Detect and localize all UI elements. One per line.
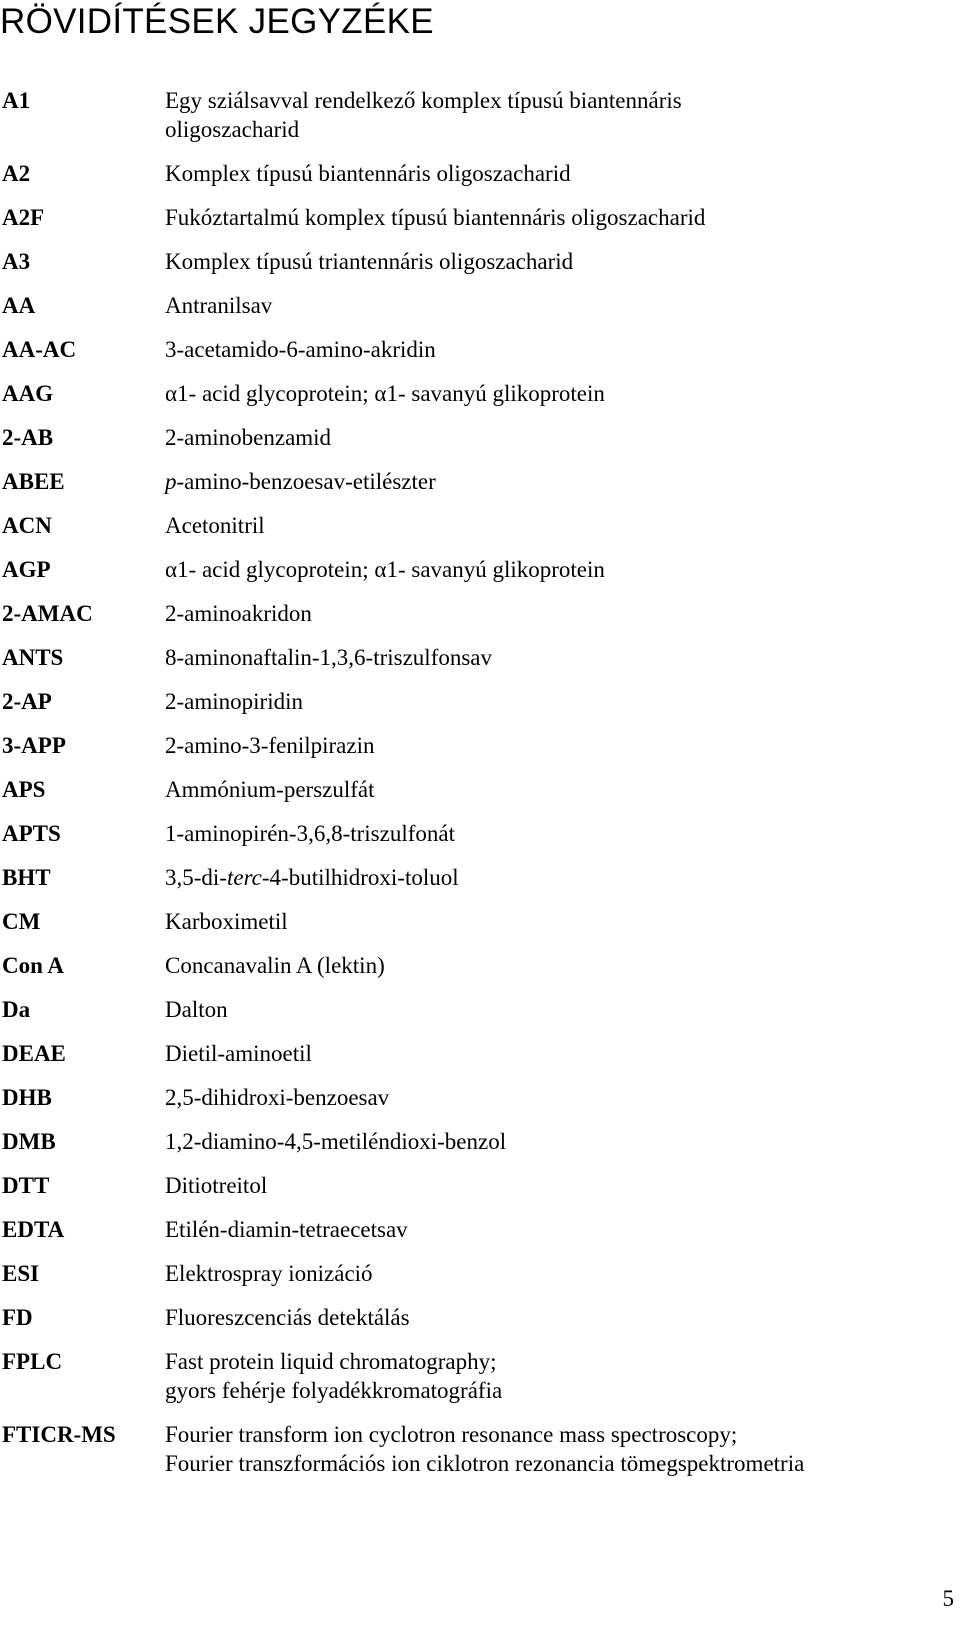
abbreviation-definition	[165, 1039, 955, 1068]
abbreviation-term: FPLC	[2, 1349, 63, 1374]
definition-text: oligoszacharid	[165, 117, 300, 142]
definition-text: Dietil-aminoetil	[165, 1041, 312, 1066]
abbreviation-definition	[165, 775, 955, 804]
definition-text: Fast protein liquid chromatography;	[165, 1349, 497, 1374]
page-title: RÖVIDÍTÉSEK JEGYZÉKE	[0, 2, 434, 41]
definition-text: Dalton	[165, 997, 228, 1022]
definition-line	[165, 423, 955, 452]
definition-text: Elektrospray ionizáció	[165, 1261, 373, 1286]
definition-line	[165, 335, 955, 364]
abbreviation-term: A1	[2, 88, 31, 113]
definition-line	[165, 995, 955, 1024]
abbreviation-definition	[165, 687, 955, 716]
abbreviation-term: A2F	[2, 205, 45, 230]
definition-line	[165, 1259, 955, 1288]
abbreviation-definition	[165, 291, 955, 320]
definition-line	[165, 599, 955, 628]
definition-italic-text: terc	[226, 865, 262, 890]
definition-line	[165, 1303, 955, 1332]
definition-text: Karboximetil	[165, 909, 288, 934]
abbreviation-term: DTT	[2, 1173, 50, 1198]
definition-text: 3-acetamido-6-amino-akridin	[165, 337, 436, 362]
abbreviation-definition	[165, 1420, 955, 1478]
definition-line	[165, 819, 955, 848]
definition-line	[165, 643, 955, 672]
abbreviation-term: AA	[2, 293, 36, 318]
abbreviation-definition	[165, 1127, 955, 1156]
definition-line	[165, 731, 955, 760]
definition-text: Fukóztartalmú komplex típusú biantennáris oligoszacharid	[165, 205, 706, 230]
abbreviation-definition	[165, 643, 955, 672]
definition-text: α1- acid glycoprotein; α1- savanyú glikoprotein	[165, 557, 605, 582]
abbreviation-definition	[165, 1303, 955, 1332]
definition-text: Komplex típusú triantennáris oligoszacharid	[165, 249, 574, 274]
abbreviation-definition	[165, 1171, 955, 1200]
abbreviation-definition	[165, 159, 955, 188]
abbreviation-term: ANTS	[2, 645, 64, 670]
definition-line	[165, 1039, 955, 1068]
definition-line	[165, 247, 955, 276]
definition-line	[165, 159, 955, 188]
definition-line	[165, 1127, 955, 1156]
definition-text: Fourier transform ion cyclotron resonance mass spectroscopy;	[165, 1422, 738, 1447]
definition-line	[165, 775, 955, 804]
abbreviation-term: A2	[2, 161, 31, 186]
definition-line	[165, 687, 955, 716]
abbreviation-term: 2-AMAC	[2, 601, 93, 626]
definition-line	[165, 1171, 955, 1200]
abbreviation-definition	[165, 1259, 955, 1288]
abbreviation-definition	[165, 335, 955, 364]
definition-line	[165, 203, 955, 232]
definition-line	[165, 907, 955, 936]
definition-text: Antranilsav	[165, 293, 273, 318]
definition-line	[165, 1449, 955, 1478]
abbreviation-definition	[165, 907, 955, 936]
abbreviation-definition	[165, 1083, 955, 1112]
definition-text: gyors fehérje folyadékkromatográfia	[165, 1378, 503, 1403]
abbreviation-definition	[165, 511, 955, 540]
abbreviation-term: FTICR-MS	[2, 1422, 116, 1447]
definition-text: 2-amino-3-fenilpirazin	[165, 733, 375, 758]
abbreviation-term: DEAE	[2, 1041, 66, 1066]
definition-text: Acetonitril	[165, 513, 265, 538]
abbreviation-term: 2-AP	[2, 689, 52, 714]
abbreviation-definition	[165, 467, 955, 496]
abbreviation-term: A3	[2, 249, 31, 274]
definition-line	[165, 1376, 955, 1405]
definition-line	[165, 115, 955, 144]
definition-text: Ditiotreitol	[165, 1173, 268, 1198]
abbreviation-term: Da	[2, 997, 31, 1022]
abbreviation-term: CM	[2, 909, 41, 934]
definition-line	[165, 1347, 955, 1376]
definition-text: 8-aminonaftalin-1,3,6-triszulfonsav	[165, 645, 493, 670]
abbreviation-definition	[165, 86, 955, 144]
abbreviation-term: AGP	[2, 557, 51, 582]
definition-line	[165, 951, 955, 980]
definition-text: 3,5-di-	[165, 865, 227, 890]
definition-line	[165, 1420, 955, 1449]
definition-line	[165, 511, 955, 540]
definition-line	[165, 555, 955, 584]
abbreviation-definition	[165, 731, 955, 760]
definition-line	[165, 863, 955, 892]
abbreviation-term: ESI	[2, 1261, 40, 1286]
abbreviation-term: APS	[2, 777, 46, 802]
abbreviation-term: BHT	[2, 865, 51, 890]
abbreviation-term: Con A	[2, 953, 64, 978]
definition-text: 2,5-dihidroxi-benzoesav	[165, 1085, 390, 1110]
definition-text: -4-butilhidroxi-toluol	[261, 865, 459, 890]
definition-text: Fourier transzformációs ion ciklotron rezonancia tömegspektrometria	[165, 1451, 805, 1476]
definition-text: -amino-benzoesav-etilészter	[176, 469, 436, 494]
abbreviation-term: EDTA	[2, 1217, 65, 1242]
abbreviation-term: 3-APP	[2, 733, 66, 758]
abbreviation-definition	[165, 995, 955, 1024]
abbreviation-term: ACN	[2, 513, 52, 538]
abbreviation-definition	[165, 203, 955, 232]
abbreviation-definition	[165, 1347, 955, 1405]
definition-text: Fluoreszcenciás detektálás	[165, 1305, 410, 1330]
definition-text: Concanavalin A (lektin)	[165, 953, 385, 978]
abbreviation-term: FD	[2, 1305, 33, 1330]
abbreviation-term: 2-AB	[2, 425, 54, 450]
definition-line	[165, 379, 955, 408]
abbreviation-term: AAG	[2, 381, 54, 406]
abbreviation-term: APTS	[2, 821, 61, 846]
definition-line	[165, 1083, 955, 1112]
definition-text: Ammónium-perszulfát	[165, 777, 375, 802]
definition-line	[165, 291, 955, 320]
definition-text: Komplex típusú biantennáris oligoszacharid	[165, 161, 571, 186]
definition-line	[165, 1215, 955, 1244]
abbreviation-definition	[165, 951, 955, 980]
definition-text: 1,2-diamino-4,5-metiléndioxi-benzol	[165, 1129, 507, 1154]
page-number: 5	[942, 1586, 954, 1611]
abbreviation-term: DHB	[2, 1085, 52, 1110]
abbreviation-definition	[165, 247, 955, 276]
definition-text: 1-aminopirén-3,6,8-triszulfonát	[165, 821, 455, 846]
definition-text: Egy sziálsavval rendelkező komplex típusú biantennáris	[165, 88, 682, 113]
abbreviation-definition	[165, 863, 955, 892]
abbreviation-term: DMB	[2, 1129, 56, 1154]
abbreviation-definition	[165, 1215, 955, 1244]
abbreviation-definition	[165, 819, 955, 848]
abbreviation-term: ABEE	[2, 469, 65, 494]
definition-text: α1- acid glycoprotein; α1- savanyú glikoprotein	[165, 381, 605, 406]
definition-text: Etilén-diamin-tetraecetsav	[165, 1217, 408, 1242]
definition-text: 2-aminoakridon	[165, 601, 312, 626]
abbreviation-term: AA-AC	[2, 337, 77, 362]
abbreviation-definition	[165, 379, 955, 408]
abbreviation-definition	[165, 555, 955, 584]
definition-line	[165, 467, 955, 496]
abbreviation-definition	[165, 599, 955, 628]
definition-text: 2-aminobenzamid	[165, 425, 332, 450]
abbreviation-definition	[165, 423, 955, 452]
definition-text: 2-aminopiridin	[165, 689, 303, 714]
definition-italic-text: p	[165, 469, 177, 494]
definition-line	[165, 86, 955, 115]
